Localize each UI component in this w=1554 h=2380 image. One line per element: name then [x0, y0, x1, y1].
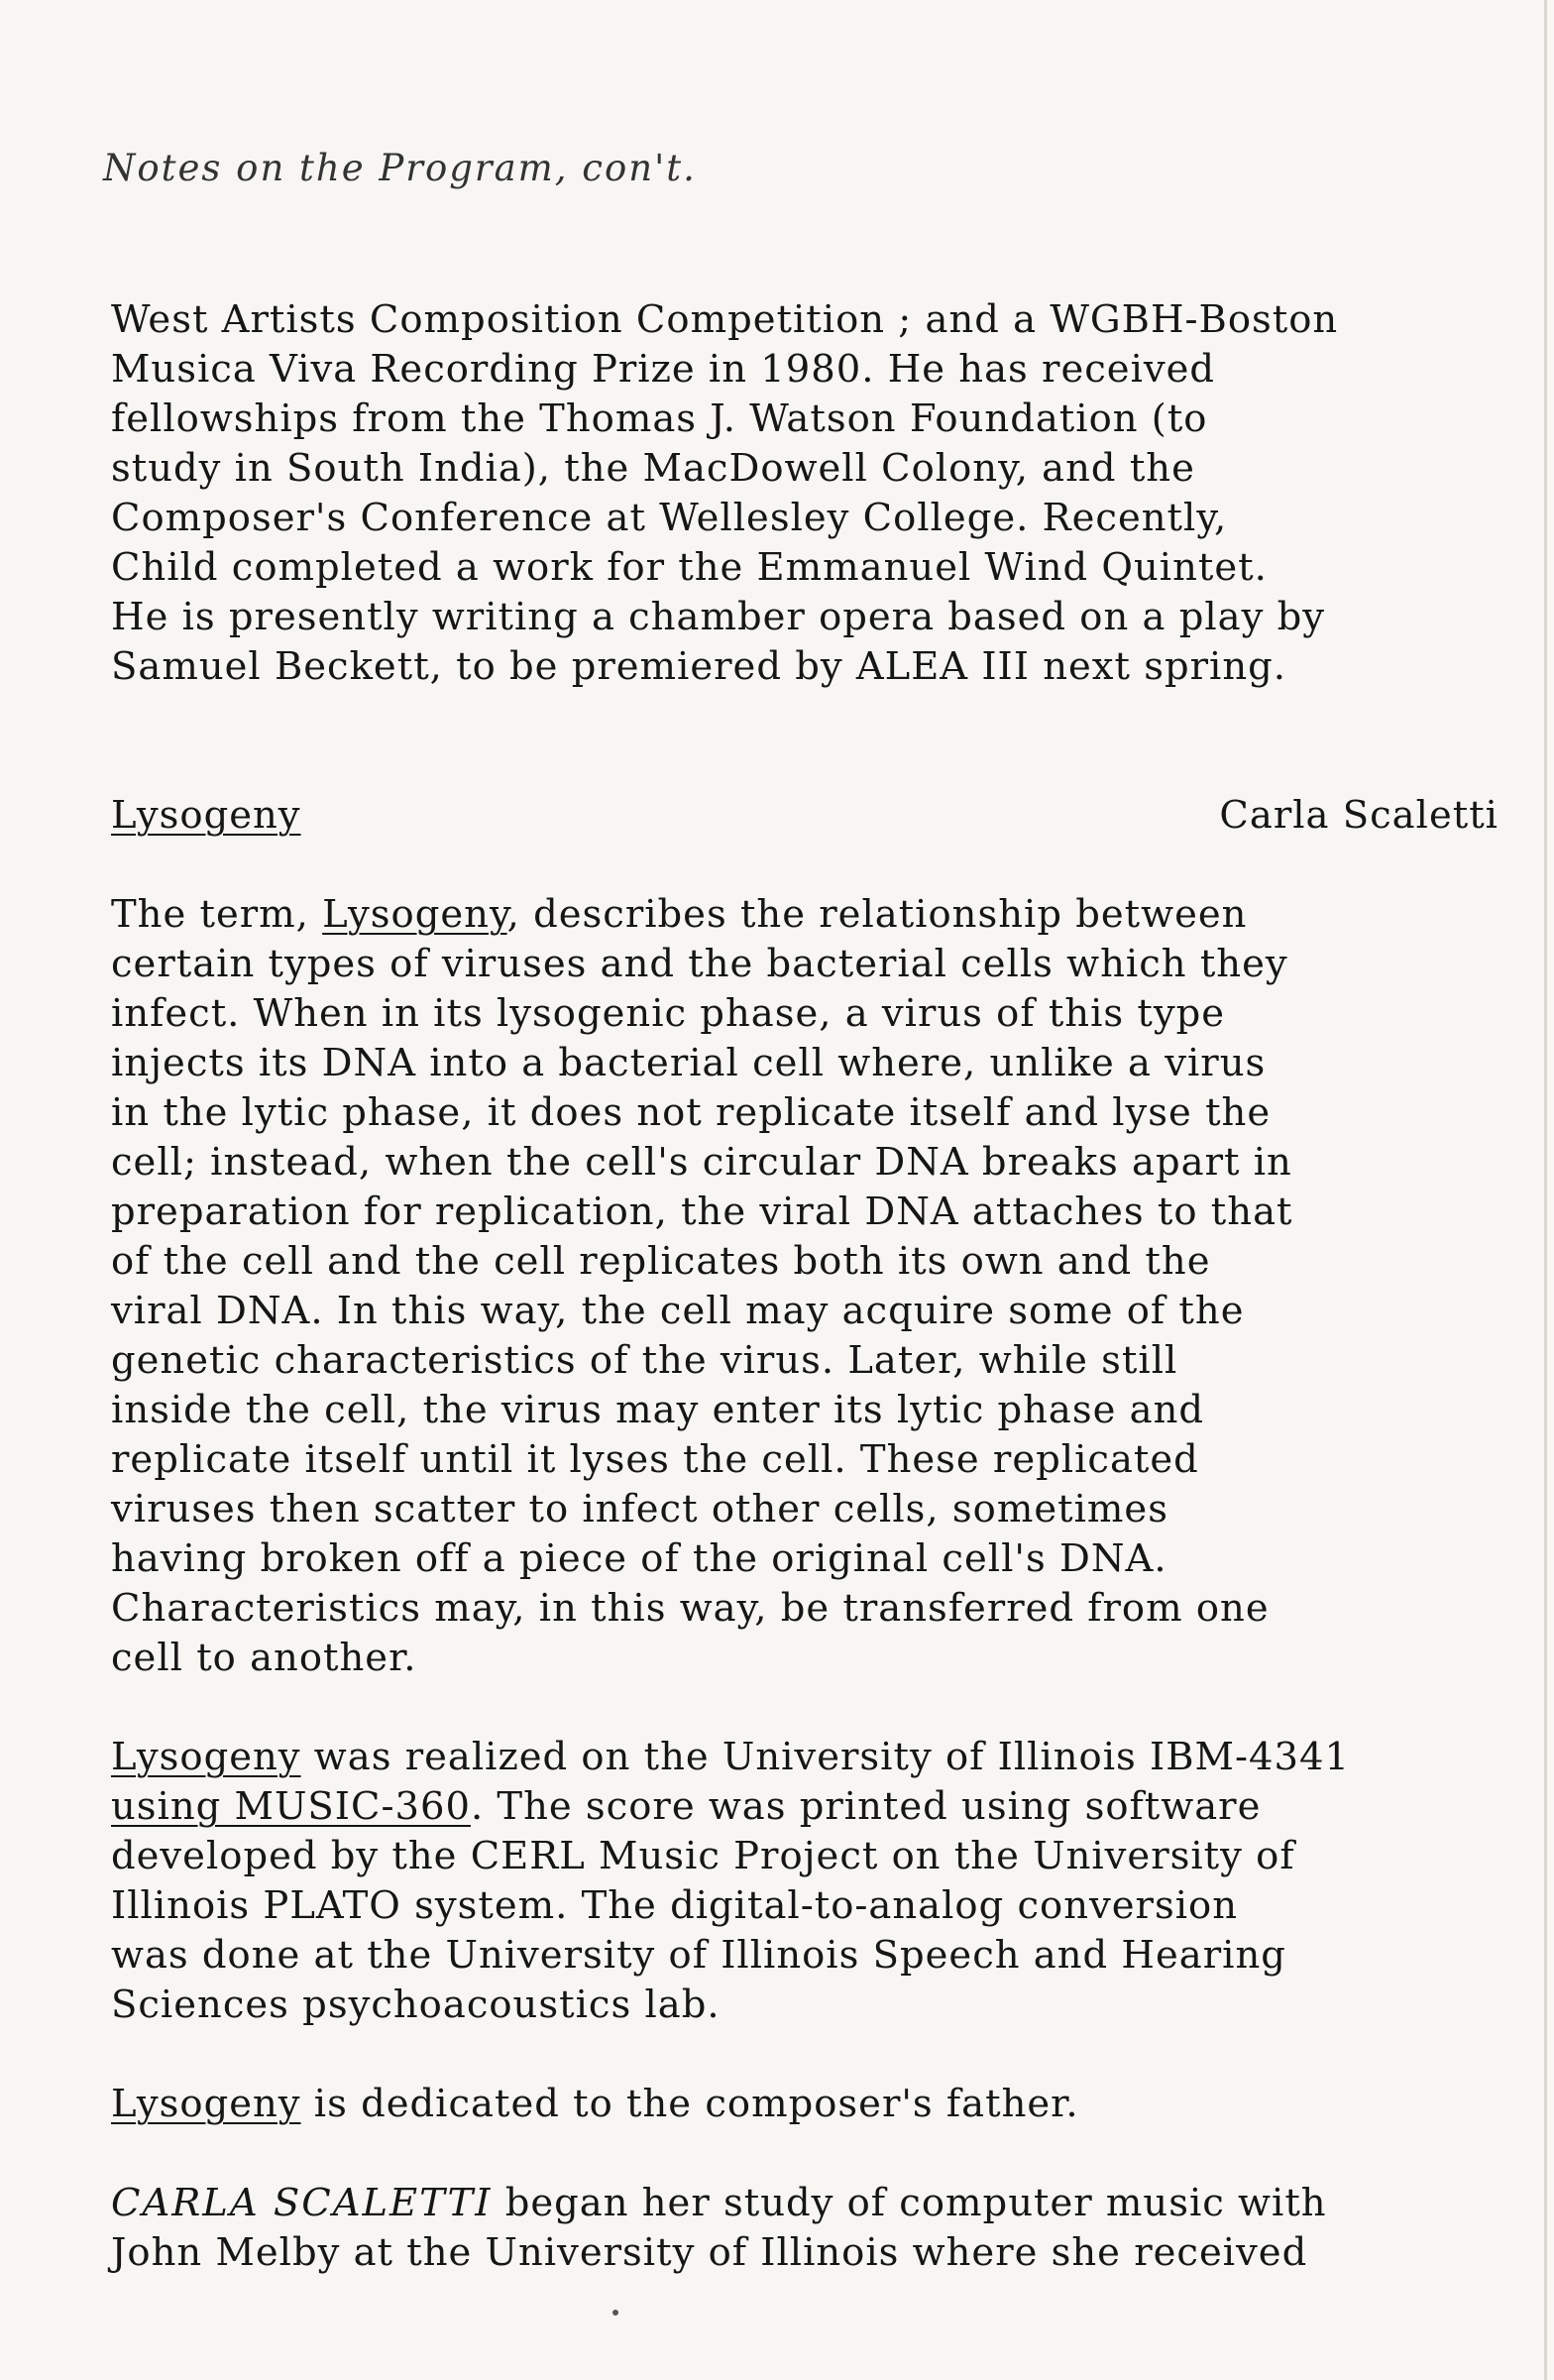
text-line: of the cell and the cell replicates both its own and the [111, 1239, 1211, 1284]
realization-paragraph [111, 1733, 1538, 2030]
bio-intro-paragraph [111, 295, 1538, 692]
piece-title: Lysogeny [111, 793, 301, 838]
text-line: having broken off a piece of the original cell's DNA. [111, 1536, 1167, 1581]
text-line: Musica Viva Recording Prize in 1980. He has received [111, 347, 1216, 392]
text-line: West Artists Composition Competition ; and a WGBH-Boston [111, 297, 1339, 342]
text-line: fellowships from the Thomas J. Watson Foundation (to [111, 397, 1208, 441]
text-line: certain types of viruses and the bacterial cells which they [111, 942, 1288, 986]
text-line [111, 1782, 1538, 1832]
text-line: inside the cell, the virus may enter its lytic phase and [111, 1388, 1205, 1432]
description-paragraph [111, 890, 1538, 1683]
text-line: study in South India), the MacDowell Colony, and the [111, 446, 1195, 491]
text-line: cell to another. [111, 1636, 417, 1680]
piece-composer: Carla Scaletti [1219, 793, 1498, 838]
composer-bio-paragraph [111, 2179, 1538, 2278]
text-line: genetic characteristics of the virus. Later, while still [111, 1338, 1178, 1383]
text-fragment: is dedicated to the composer's father. [300, 2082, 1079, 2126]
text-line: infect. When in its lysogenic phase, a virus of this type [111, 991, 1226, 1036]
text-line: injects its DNA into a bacterial cell where, unlike a virus [111, 1041, 1267, 1085]
text-line [111, 890, 1538, 940]
text-line: Samuel Beckett, to be premiered by ALEA III next spring. [111, 644, 1287, 689]
page-edge-shadow [1544, 0, 1547, 2380]
text-line: was done at the University of Illinois Speech and Hearing [111, 1933, 1286, 1978]
text-line: Characteristics may, in this way, be transferred from one [111, 1586, 1270, 1631]
text-line: developed by the CERL Music Project on the University of [111, 1834, 1295, 1878]
text-line: preparation for replication, the viral DNA attaches to that [111, 1190, 1293, 1234]
text-line [111, 1733, 1538, 1782]
composer-name: CARLA SCALETTI [111, 2181, 493, 2225]
piece-heading [111, 793, 1498, 843]
ink-speck [612, 2310, 618, 2316]
text-line: cell; instead, when the cell's circular DNA breaks apart in [111, 1140, 1292, 1185]
text-fragment: , describes the relationship between [506, 892, 1248, 937]
text-line: John Melby at the University of Illinois where she received [111, 2230, 1308, 2275]
text-line: He is presently writing a chamber opera based on a play by [111, 595, 1325, 639]
piece-title-inline: Lysogeny [111, 2082, 301, 2126]
dedication-paragraph [111, 2080, 1538, 2129]
text-line: viral DNA. In this way, the cell may acquire some of the [111, 1289, 1245, 1333]
piece-title-inline: Lysogeny [322, 892, 507, 937]
software-name: using MUSIC-360 [111, 1784, 471, 1829]
text-fragment: . The score was printed using software [470, 1784, 1262, 1829]
text-line: replicate itself until it lyses the cell. These replicated [111, 1437, 1199, 1482]
text-line: Illinois PLATO system. The digital-to-analog conversion [111, 1883, 1239, 1928]
text-fragment: was realized on the University of Illinois IBM-4341 [300, 1735, 1350, 1779]
text-line [111, 2179, 1538, 2228]
piece-title-inline: Lysogeny [111, 1735, 301, 1779]
page-header: Notes on the Program, con't. [103, 147, 697, 189]
text-line: Composer's Conference at Wellesley College. Recently, [111, 496, 1228, 540]
text-line: in the lytic phase, it does not replicate itself and lyse the [111, 1090, 1272, 1135]
text-line: Sciences psychoacoustics lab. [111, 1983, 721, 2027]
text-line: Child completed a work for the Emmanuel Wind Quintet. [111, 545, 1268, 590]
text-line [111, 2080, 1538, 2129]
text-line: viruses then scatter to infect other cells, sometimes [111, 1487, 1168, 1531]
text-fragment: The term, [111, 892, 323, 937]
text-fragment: began her study of computer music with [492, 2181, 1327, 2225]
